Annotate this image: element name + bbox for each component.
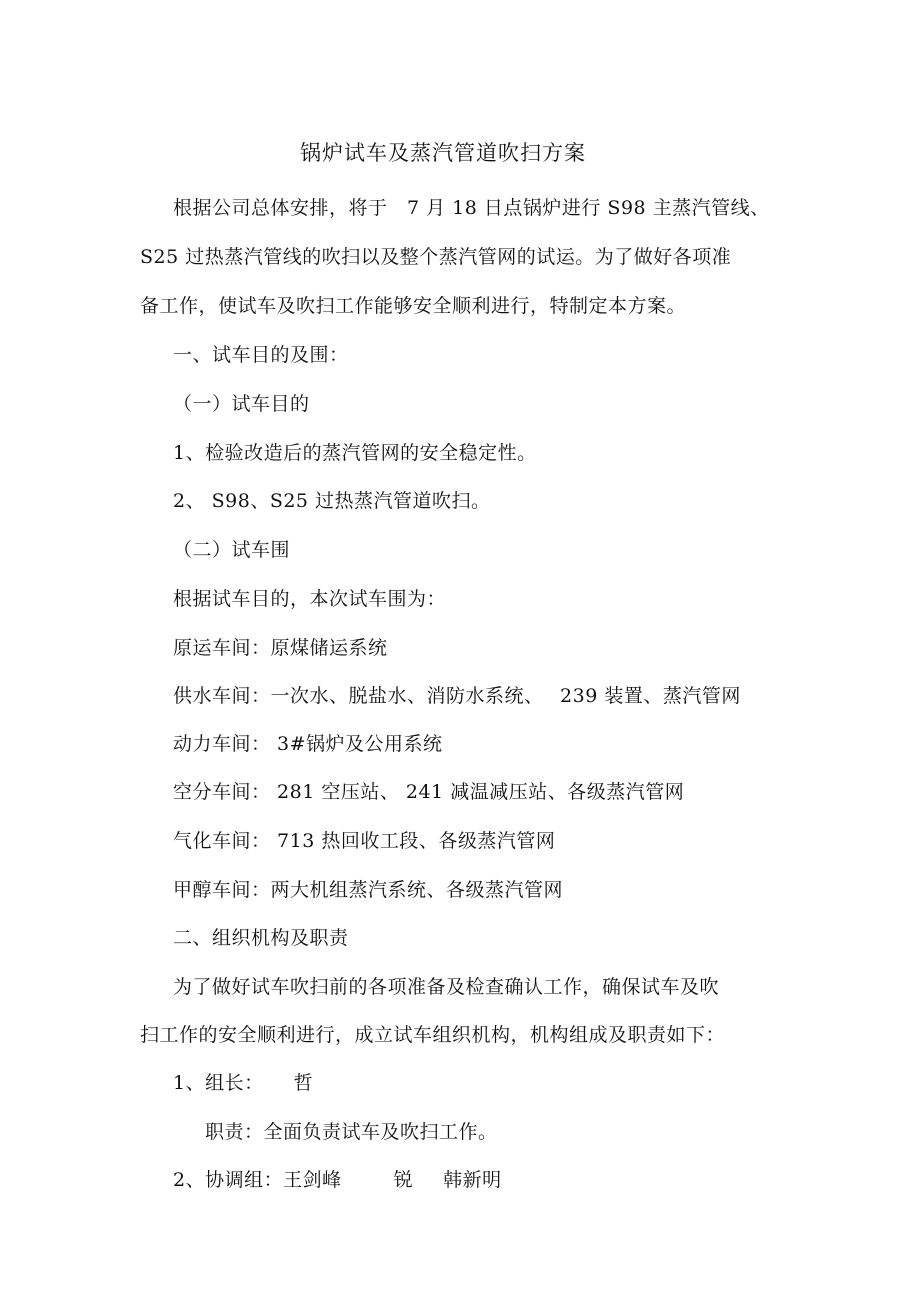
intro-line-3: 备工作，使试车及吹扫工作能够安全顺利进行，特制定本方案。 <box>140 295 687 317</box>
section2-intro-line-2: 扫工作的安全顺利进行，成立试车组织机构，机构组成及职责如下： <box>140 1024 726 1046</box>
purpose-item-1: 1、检验改造后的蒸汽管网的安全稳定性。 <box>173 442 537 464</box>
section2-heading: 二、组织机构及职责 <box>173 927 349 949</box>
coordination-member-2: 锐 <box>393 1169 414 1191</box>
leader-label: 1、组长： <box>173 1072 264 1094</box>
leader-name: 哲 <box>293 1072 314 1094</box>
scope-workshop-6: 甲醇车间：两大机组蒸汽系统、各级蒸汽管网 <box>173 879 564 901</box>
purpose-item-2: 2、 S98、S25 过热蒸汽管道吹扫。 <box>173 490 491 512</box>
section1-sub2-heading: （二）试车围 <box>173 539 291 561</box>
intro-line-1: 根据公司总体安排，将于 7 月 18 日点锅炉进行 S98 主蒸汽管线、 <box>173 197 770 219</box>
coordination-member-1: 王剑峰 <box>283 1169 342 1191</box>
section2-intro-line-1: 为了做好试车吹扫前的各项准备及检查确认工作，确保试车及吹 <box>173 976 720 998</box>
section1-sub1-heading: （一）试车目的 <box>173 393 310 415</box>
coordination-line <box>173 1168 502 1192</box>
scope-lead: 根据试车目的，本次试车围为： <box>173 588 447 610</box>
leader-line <box>173 1071 313 1095</box>
coordination-member-3: 韩新明 <box>443 1169 502 1191</box>
scope-workshop-5: 气化车间： 713 热回收工段、各级蒸汽管网 <box>173 830 556 852</box>
scope-workshop-4: 空分车间： 281 空压站、 241 减温减压站、各级蒸汽管网 <box>173 781 685 803</box>
section1-heading: 一、试车目的及围： <box>173 344 349 366</box>
scope-workshop-1: 原运车间：原煤储运系统 <box>173 637 388 659</box>
document-title: 锅炉试车及蒸汽管道吹扫方案 <box>300 141 586 165</box>
intro-line-2: S25 过热蒸汽管线的吹扫以及整个蒸汽管网的试运。为了做好各项准 <box>140 246 732 268</box>
coordination-label: 2、协调组： <box>173 1169 284 1191</box>
scope-workshop-2: 供水车间：一次水、脱盐水、消防水系统、 239 装置、蒸汽管网 <box>173 685 741 707</box>
scope-workshop-3: 动力车间： 3#锅炉及公用系统 <box>173 733 443 755</box>
leader-duty: 职责：全面负责试车及吹扫工作。 <box>205 1121 498 1143</box>
